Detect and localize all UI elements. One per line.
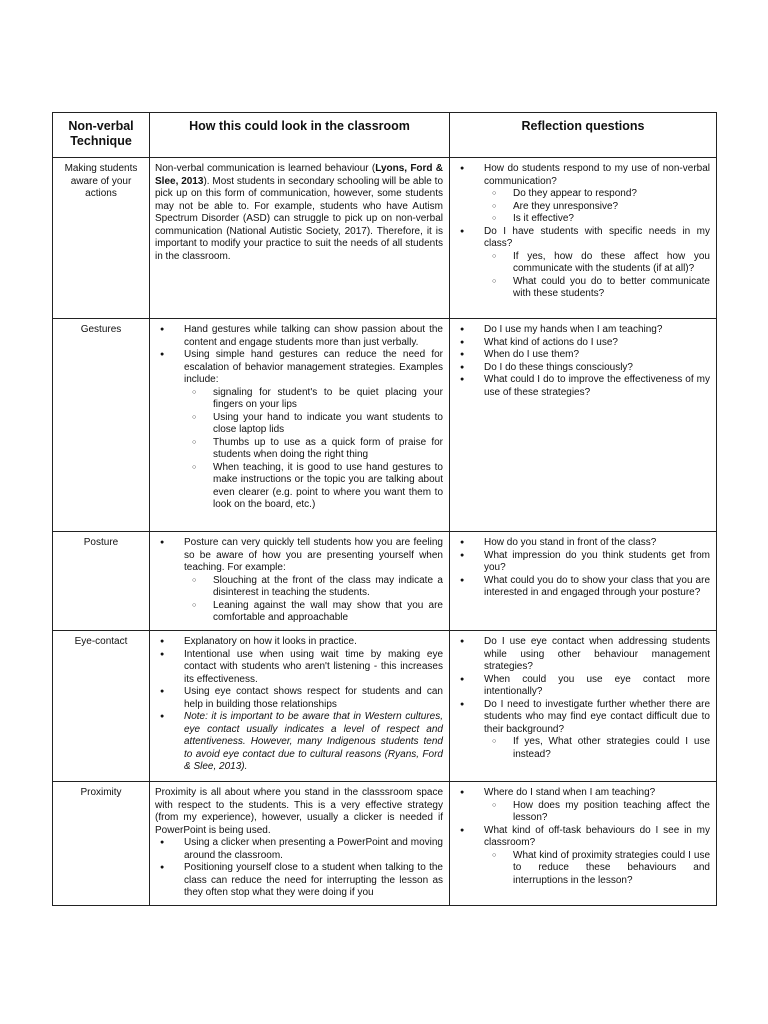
list-item: ● How do you stand in front of the class? (455, 537, 710, 550)
list-item: ● What impression do you think students get from you? (455, 550, 710, 575)
list-item: ● What kind of off-task behaviours do I see in my classroom? ○ What kind of proximity strategies could I use to reduce these behaviours and interruptions in the lesson? (455, 825, 710, 888)
technique-cell: Gestures (53, 319, 150, 532)
reflection-cell (450, 319, 717, 532)
list-item: ● Do I use eye contact when addressing students while using other behaviour management strategies? (455, 636, 710, 674)
list-item: ○ Do they appear to respond? (484, 188, 710, 201)
list-item: ● When do I use them? (455, 349, 710, 362)
list-item: ○ Using your hand to indicate you want students to close laptop lids (184, 412, 443, 437)
list-item: ● Posture can very quickly tell students how you are feeling so be aware of how you are presenting yourself when teaching. For example: ○ Slouching at the front of the class may indicate a disinterest in teaching the students. ○ Leaning against the wall may show that you are comfortable and approachable (155, 537, 443, 625)
list-item: ○ signaling for student's to be quiet placing your fingers on your lips (184, 387, 443, 412)
list-item: ● What could I do to improve the effectiveness of my use of these strategies? (455, 374, 710, 399)
reflection-cell (450, 158, 717, 319)
classroom-cell (150, 319, 450, 532)
list-item: ○ If yes, how do these affect how you communicate with the students (if at all)? (484, 251, 710, 276)
list-item: ● How do students respond to my use of non-verbal communication? ○ Do they appear to respond? ○ Are they unresponsive? ○ Is it effective? (455, 163, 710, 226)
list-item: ● Do I need to investigate further whether there are students who may find eye contact difficult due to their background? ○ If yes, What other strategies could I use instead? (455, 699, 710, 762)
header-classroom: How this could look in the classroom (150, 113, 450, 158)
technique-cell: Eye-contact (53, 631, 150, 782)
reflection-cell (450, 532, 717, 631)
list-item: ● Positioning yourself close to a student when talking to the class can reduce the need for interrupting the lesson as they often stop what they were doing if you (155, 862, 443, 900)
list-item: ○ What could you do to better communicate with these students? (484, 276, 710, 301)
classroom-cell (150, 631, 450, 782)
description-paragraph: Proximity is all about where you stand in the classsroom space with respect to the students. This is a very effective strategy (from my experience), however, usually a clicker is needed if PowerPoint is being used. (155, 787, 443, 836)
table-header-row (53, 113, 717, 158)
header-technique: Non-verbal Technique (53, 113, 150, 158)
list-item: ● Do I use my hands when I am teaching? (455, 324, 710, 337)
list-item: ○ If yes, What other strategies could I use instead? (484, 736, 710, 761)
list-item: ● Do I have students with specific needs in my class? ○ If yes, how do these affect how you communicate with the students (if at all)? ○ What could you do to better communicate with these students? (455, 226, 710, 301)
list-item: ● When could you use eye contact more intentionally? (455, 674, 710, 699)
classroom-cell (150, 158, 450, 319)
technique-cell: Posture (53, 532, 150, 631)
list-item: ● Using eye contact shows respect for students and can help in building those relationships (155, 686, 443, 711)
table-row (53, 782, 717, 906)
table-row (53, 631, 717, 782)
list-item: ● Explanatory on how it looks in practice. (155, 636, 443, 649)
list-item: ○ Is it effective? (484, 213, 710, 226)
reflection-cell (450, 782, 717, 906)
list-item: ○ Thumbs up to use as a quick form of praise for students when doing the right thing (184, 437, 443, 462)
list-item: ○ How does my position teaching affect the lesson? (484, 800, 710, 825)
list-item: ○ What kind of proximity strategies could I use to reduce these behaviours and interruptions in the lesson? (484, 850, 710, 888)
table-row (53, 532, 717, 631)
classroom-cell (150, 532, 450, 631)
list-item: ● Using a clicker when presenting a PowerPoint and moving around the classroom. (155, 837, 443, 862)
header-reflection: Reflection questions (450, 113, 717, 158)
technique-cell: Proximity (53, 782, 150, 906)
list-item: ○ Are they unresponsive? (484, 201, 710, 214)
classroom-cell (150, 782, 450, 906)
list-item: ● Do I do these things consciously? (455, 362, 710, 375)
techniques-table (52, 112, 717, 906)
description-paragraph: Non-verbal communication is learned behaviour (Lyons, Ford & Slee, 2013). Most students in secondary schooling will be able to pick up on this form of communication, however, some students may not be able to. For example, students who have Autism Spectrum Disorder (ASD) can struggle to pick up on non-verbal communication (National Autistic Society, 2017). Therefore, it is important to modify your practice to suit the needs of all students in the classroom. (155, 163, 443, 262)
reflection-cell (450, 631, 717, 782)
list-item: ● Note: it is important to be aware that in Western cultures, eye contact usually indicates a level of respect and attentiveness. However, many Indigenous students tend to avoid eye contact due to cultural reasons (Ryans, Ford & Slee, 2013). (155, 711, 443, 774)
list-item: ● Hand gestures while talking can show passion about the content and engage students more than just verbally. (155, 324, 443, 349)
list-item: ○ When teaching, it is good to use hand gestures to make instructions or the topic you are talking about even clearer (e.g. point to where you want them to look on the board, etc.) (184, 462, 443, 512)
list-item: ● Where do I stand when I am teaching? ○ How does my position teaching affect the lesson? (455, 787, 710, 825)
table-row (53, 158, 717, 319)
list-item: ● What could you do to show your class that you are interested in and engaged through your posture? (455, 575, 710, 600)
list-item: ● Intentional use when using wait time by making eye contact with students who aren't listening - this increases its effectiveness. (155, 649, 443, 687)
list-item: ○ Slouching at the front of the class may indicate a disinterest in teaching the students. (184, 575, 443, 600)
technique-cell: Making students aware of your actions (53, 158, 150, 319)
table-row (53, 319, 717, 532)
list-item: ● Using simple hand gestures can reduce the need for escalation of behavior management strategies. Examples include: ○ signaling for student's to be quiet placing your fingers on your lips ○ Using your hand to indicate you want students to close laptop lids ○ Thumbs up to use as a quick form of praise for students when doing the right thing ○ When teaching, it is good to use hand gestures to make instructions or the topic you are talking about even clearer (e.g. point to where you want them to look on the board, etc.) (155, 349, 443, 512)
list-item: ● What kind of actions do I use? (455, 337, 710, 350)
list-item: ○ Leaning against the wall may show that you are comfortable and approachable (184, 600, 443, 625)
